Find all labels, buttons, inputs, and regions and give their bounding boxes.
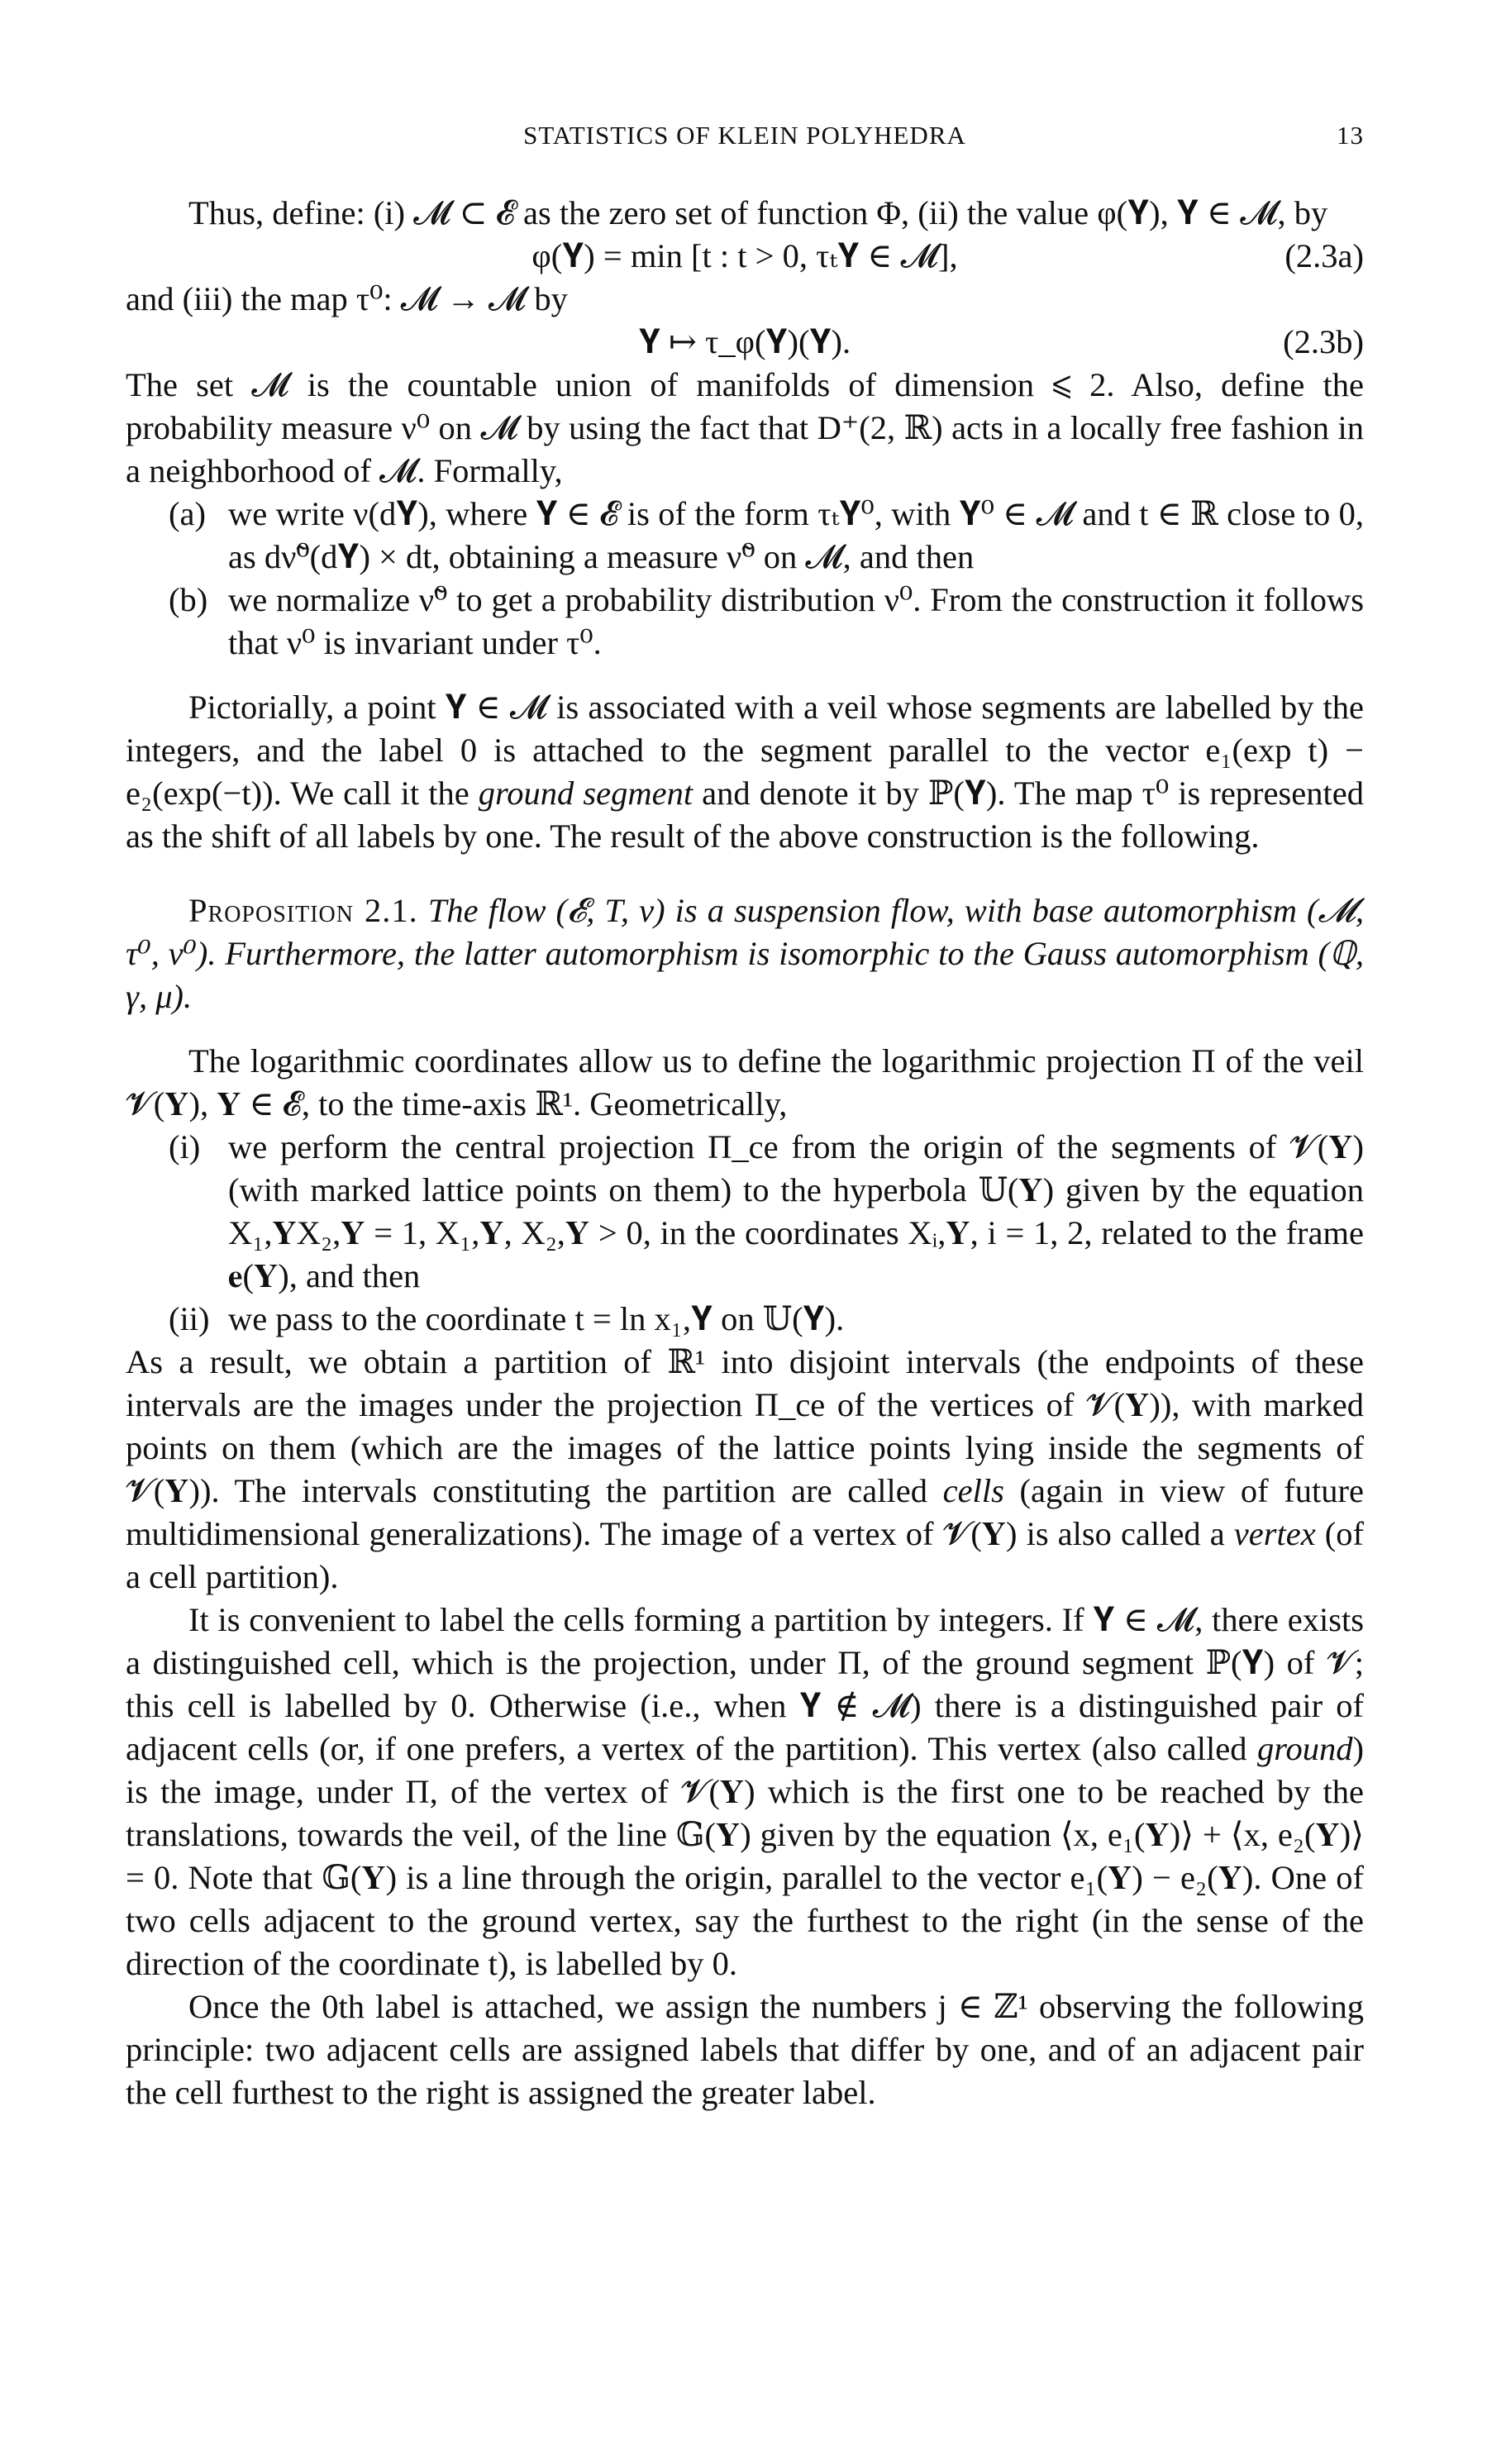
- list-projection-steps: [126, 1126, 1364, 1341]
- list-item-marker: (b): [169, 581, 208, 618]
- equation-label: (2.3a): [1284, 237, 1364, 274]
- list-measure-steps: [126, 493, 1364, 665]
- emphasis-ground-segment: ground segment: [478, 774, 693, 812]
- text-run: ) is the image, under Π, of the vertex of 𝓥(𝐘) which is the first one to be reached by the translations, towards the veil, of the line 𝔾(𝐘) given by the equation ⟨x, e₁(𝐘)⟩ + ⟨x, e₂(𝐘)⟩ = 0. Note that 𝔾(𝐘) is a line through the origin, parallel to the vector e₁(𝐘) − e₂(𝐘). One of two cells adjacent to the ground vertex, say the furthest to the right (in the sense of the direction of the coordinate t), is labelled by 0.: [126, 1730, 1364, 1982]
- text-run: (of a cell partition).: [126, 1515, 1364, 1595]
- running-title: STATISTICS OF KLEIN POLYHEDRA: [523, 121, 966, 150]
- list-item: [126, 1126, 1364, 1298]
- list-item-marker: (i): [169, 1128, 201, 1165]
- equation-2-3b: [126, 321, 1364, 364]
- paragraph-logarithmic: The logarithmic coordinates allow us to define the logarithmic projection Π of the veil 𝓥(𝐘), 𝐘 ∈ 𝓔, to the time-axis ℝ¹. Geometrically,: [126, 1042, 1364, 1122]
- emphasis-cells: cells: [942, 1472, 1004, 1509]
- list-item-text: we write ν(d𝐘), where 𝐘 ∈ 𝓔 is of the form τₜ𝐘⁰, with 𝐘⁰ ∈ 𝓜 and t ∈ ℝ close to 0, as dν̃⁰(d𝐘) × dt, obtaining a measure ν̃⁰ on 𝓜, and then: [228, 495, 1364, 575]
- paragraph-definition: Thus, define: (i) 𝓜 ⊂ 𝓔 as the zero set of function Φ, (ii) the value φ(𝐘), 𝐘 ∈ 𝓜, by: [188, 194, 1328, 231]
- list-item: [126, 1298, 1364, 1341]
- paragraph-partition: [126, 1341, 1364, 1599]
- text-run: Pictorially, a point 𝐘 ∈ 𝓜 is associated with a veil whose segments are labelled by the integers, and the label 0 is attached to the segment parallel to the vector e₁(exp t) − e₂(exp(−t)). We call it the: [126, 689, 1364, 812]
- body-text: [126, 192, 1364, 2114]
- emphasis-vertex: vertex: [1233, 1515, 1316, 1552]
- paragraph-map: and (iii) the map τ⁰: 𝓜 → 𝓜 by: [126, 280, 568, 317]
- equation-expression: 𝐘 ↦ τ_φ(𝐘)(𝐘).: [638, 323, 851, 360]
- list-item-text: we pass to the coordinate t = ln x₁,𝐘 on 𝕌(𝐘).: [228, 1300, 845, 1337]
- list-item-text: we perform the central projection Π_ce from the origin of the segments of 𝓥(𝐘) (with marked lattice points on them) to the hyperbola 𝕌(𝐘) given by the equation X₁,𝐘X₂,𝐘 = 1, X₁,𝐘, X₂,𝐘 > 0, in the coordinates Xᵢ,𝐘, i = 1, 2, related to the frame 𝐞(𝐘), and then: [228, 1128, 1364, 1294]
- text-run: It is convenient to label the cells forming a partition by integers. If 𝐘 ∈ 𝓜, there exists a distinguished cell, which is the projection, under Π, of the ground segment ℙ(𝐘) of 𝓥; this cell is labelled by 0. Otherwise (i.e., when 𝐘 ∉ 𝓜) there is a distinguished pair of adjacent cells (or, if one prefers, a vertex of the partition). This vertex (also called: [126, 1601, 1364, 1767]
- proposition-heading: Proposition 2.1.: [188, 892, 418, 929]
- list-item: [126, 579, 1364, 665]
- text-run: (again in view of future multidimensional generalizations). The image of a vertex of 𝓥(𝐘) is also called a: [126, 1472, 1364, 1552]
- list-item-marker: (a): [169, 495, 206, 532]
- page-number: 13: [1337, 121, 1364, 150]
- equation-expression: φ(𝐘) = min [t : t > 0, τₜ𝐘 ∈ 𝓜],: [531, 237, 958, 274]
- text-run: and denote it by ℙ(𝐘). The map τ⁰ is represented as the shift of all labels by one. The result of the above construction is the following.: [126, 774, 1364, 855]
- list-item-text: we normalize ν̃⁰ to get a probability distribution ν⁰. From the construction it follows that ν⁰ is invariant under τ⁰.: [228, 581, 1364, 661]
- paragraph-measure: The set 𝓜 is the countable union of manifolds of dimension ⩽ 2. Also, define the probability measure ν⁰ on 𝓜 by using the fact that D⁺(2, ℝ) acts in a locally free fashion in a neighborhood of 𝓜. Formally,: [126, 366, 1364, 489]
- proposition-2-1: [126, 889, 1364, 1018]
- text-run: As a result, we obtain a partition of ℝ¹ into disjoint intervals (the endpoints of these intervals are the images under the projection Π_ce of the vertices of 𝓥(𝐘)), with marked points on them (which are the images of the lattice points lying inside the segments of 𝓥(𝐘)). The intervals constituting the partition are called: [126, 1343, 1364, 1509]
- paragraph-label-assignment: Once the 0th label is attached, we assign the numbers j ∈ ℤ¹ observing the following principle: two adjacent cells are assigned labels that differ by one, and of an adjacent pair the cell furthest to the right is assigned the greater label.: [126, 1988, 1364, 2111]
- paragraph-pictorially: [126, 686, 1364, 858]
- equation-label: (2.3b): [1283, 323, 1364, 360]
- paragraph-labeling: [126, 1599, 1364, 1985]
- list-item-marker: (ii): [169, 1300, 210, 1337]
- proposition-body: The flow (𝓔, T, ν) is a suspension flow, with base automorphism (𝓜, τ⁰, ν⁰). Furthermore, the latter automorphism is isomorphic to the Gauss automorphism (ℚ, γ, μ).: [126, 892, 1365, 1015]
- equation-2-3a: [126, 235, 1364, 278]
- list-item: [126, 493, 1364, 579]
- emphasis-ground: ground: [1256, 1730, 1353, 1767]
